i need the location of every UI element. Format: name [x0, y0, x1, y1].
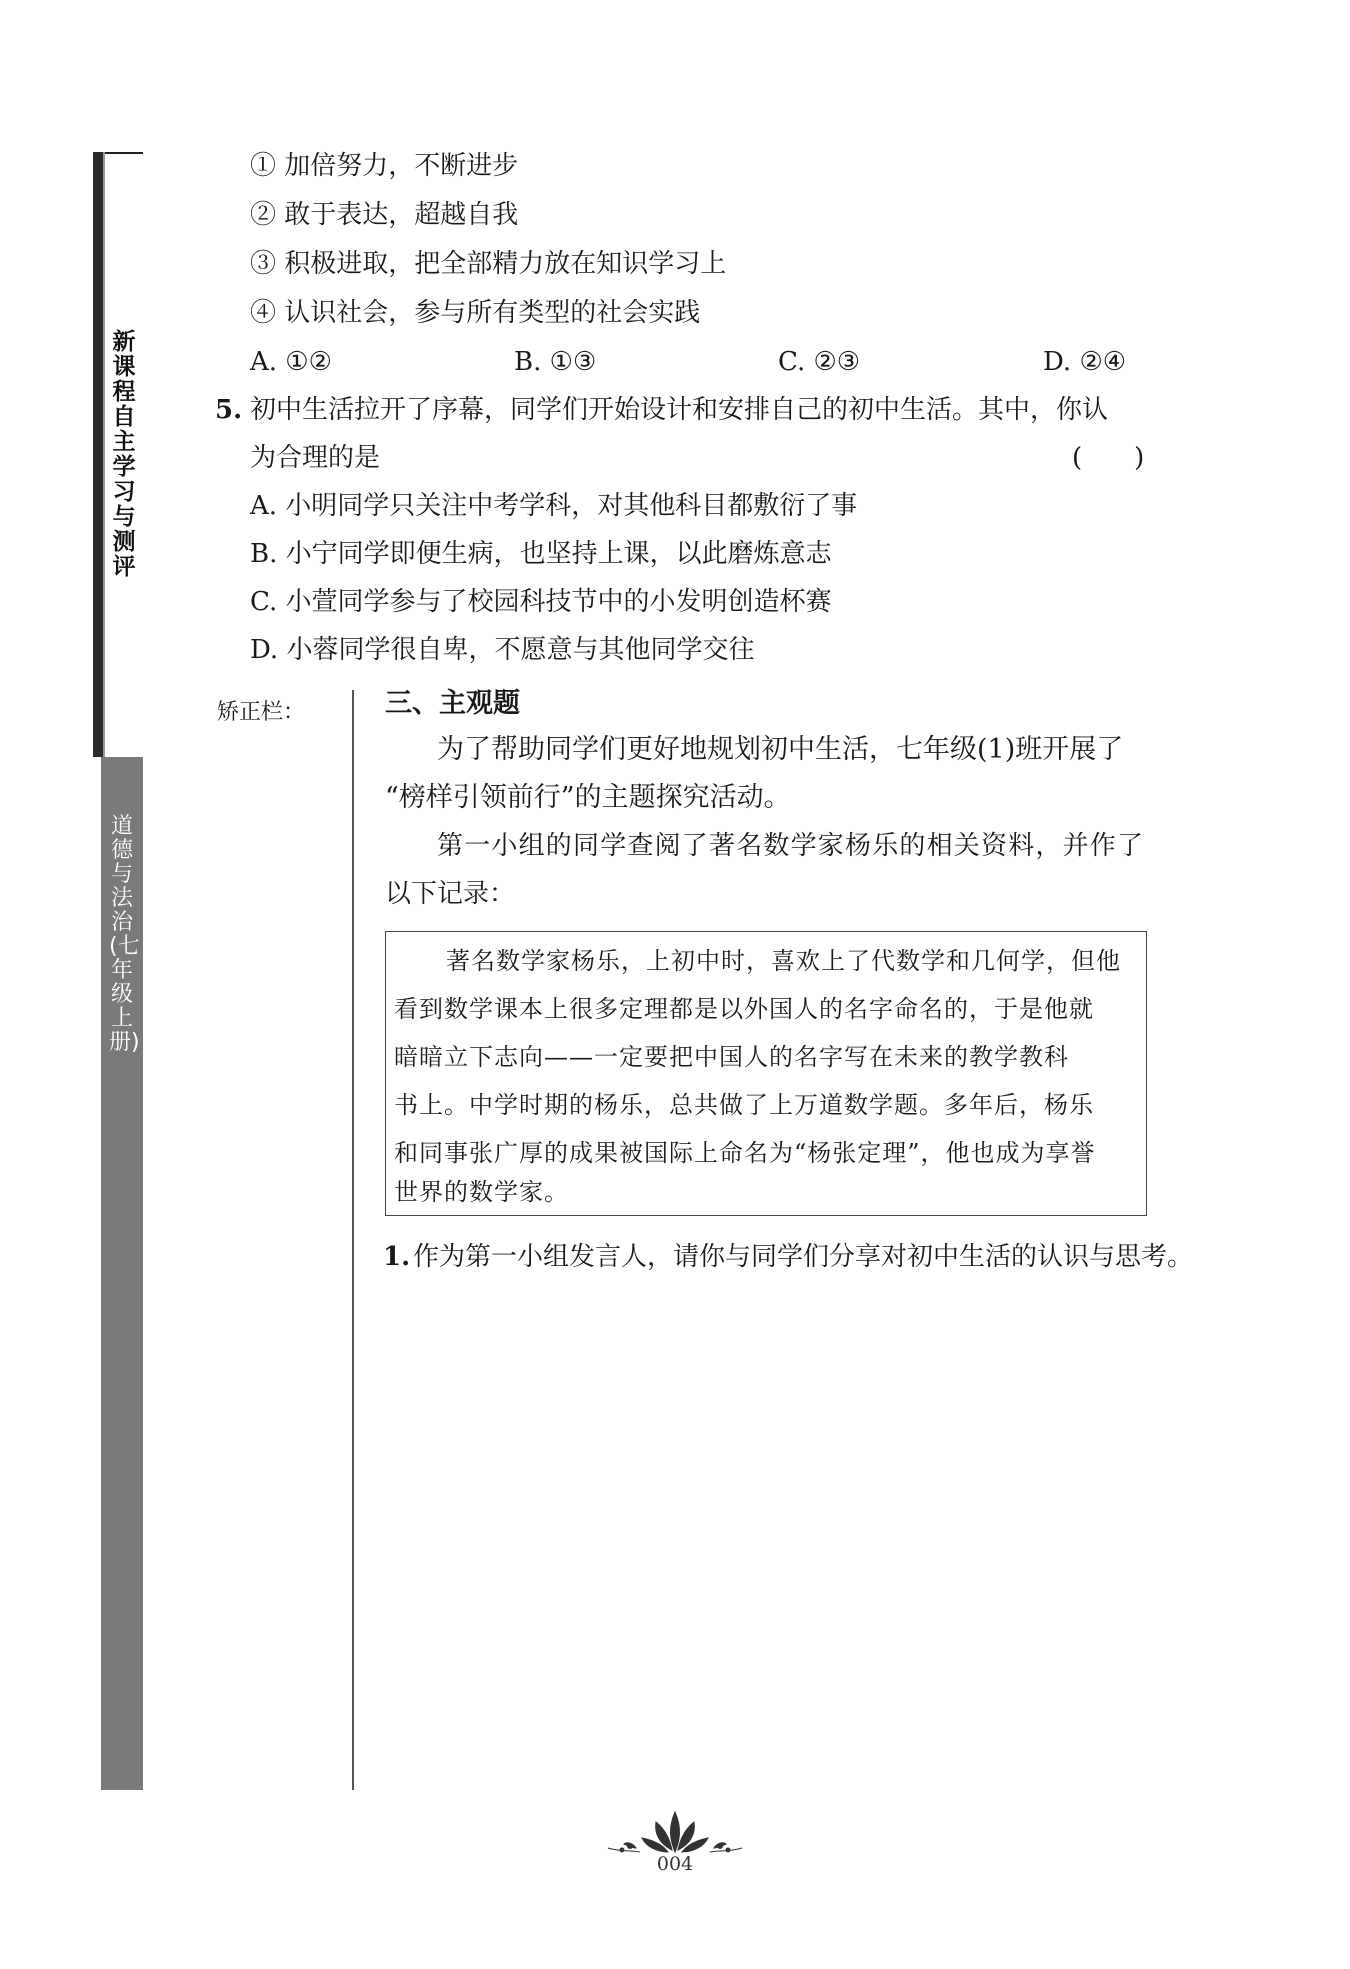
question-5-number: 5. — [215, 395, 243, 425]
record-line: 书上。中学时期的杨乐，总共做了上万道数学题。多年后，杨乐 — [394, 1091, 1094, 1119]
side-tab-dark-bar — [93, 152, 103, 757]
correction-column-label: 矫正栏： — [217, 700, 306, 725]
section-heading: 三、主观题 — [385, 688, 520, 719]
correction-column-divider — [352, 690, 354, 1790]
question-5-stem-line1: 初中生活拉开了序幕，同学们开始设计和安排自己的初中生活。其中，你认 — [250, 395, 1109, 425]
group-line2: 以下记录： — [385, 879, 516, 909]
record-line: 著名数学家杨乐，上初中时，喜欢上了代数学和几何学，但他 — [446, 947, 1121, 975]
question-5-choice-d: D. 小蓉同学很自卑，不愿意与其他同学交往 — [250, 635, 755, 665]
choice-c: C. ②③ — [778, 347, 861, 377]
record-line: 和同事张广厚的成果被国际上命名为“杨张定理”，他也成为享誉 — [394, 1139, 1096, 1167]
question-5-choice-a: A. 小明同学只关注中考学科，对其他科目都敷衍了事 — [250, 491, 858, 521]
sub-question-1-text: 作为第一小组发言人，请你与同学们分享对初中生活的认识与思考。 — [413, 1242, 1194, 1272]
sub-question-1-number: 1. — [383, 1242, 411, 1272]
option-3: ③ 积极进取，把全部精力放在知识学习上 — [250, 249, 727, 279]
group-line1: 第一小组的同学查阅了著名数学家杨乐的相关资料，并作了 — [437, 831, 1145, 861]
page-number: 004 — [656, 1853, 694, 1875]
question-5-choice-c: C. 小萱同学参与了校园科技节中的小发明创造杯赛 — [250, 587, 832, 617]
side-tab-light-bar — [103, 152, 105, 757]
answer-bracket: ( ) — [1072, 443, 1145, 473]
intro-line2: “榜样引领前行”的主题探究活动。 — [385, 782, 791, 813]
record-line: 世界的数学家。 — [394, 1178, 569, 1206]
option-1: ① 加倍努力，不断进步 — [250, 151, 519, 181]
record-line: 看到数学课本上很多定理都是以外国人的名字命名的，于是他就 — [394, 995, 1094, 1023]
choice-b: B. ①③ — [514, 347, 597, 377]
question-5-choice-b: B. 小宁同学即便生病，也坚持上课，以此磨炼意志 — [250, 539, 832, 569]
option-2: ② 敢于表达，超越自我 — [250, 200, 519, 230]
side-tab-subject-label: 道德与法治(七年级上册) — [109, 814, 140, 1055]
choice-d: D. ②④ — [1043, 347, 1127, 377]
record-line: 暗暗立下志向——一定要把中国人的名字写在未来的教学教科 — [394, 1043, 1069, 1071]
leaf-ornament-icon — [600, 1800, 750, 1860]
option-4: ④ 认识社会，参与所有类型的社会实践 — [250, 298, 701, 328]
question-5-stem-line2: 为合理的是 — [250, 443, 381, 473]
intro-line1: 为了帮助同学们更好地规划初中生活，七年级(1)班开展了 — [437, 734, 1124, 765]
record-box — [385, 931, 1147, 1216]
choice-a: A. ①② — [250, 347, 332, 377]
side-tab-book-title: 新课程自主学习与测评 — [112, 329, 136, 580]
